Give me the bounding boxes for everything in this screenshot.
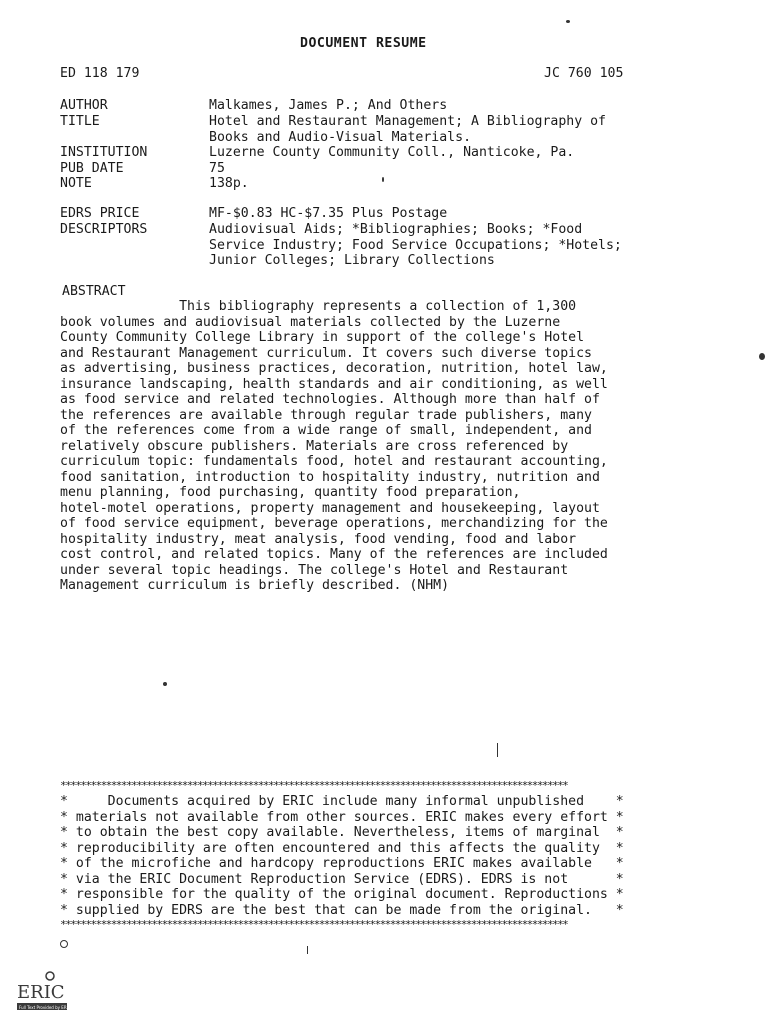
abstract-line: insurance landscaping, health standards and air conditioning, as well — [60, 376, 608, 392]
field-label-descriptors: DESCRIPTORS — [60, 222, 148, 237]
eric-logo — [14, 968, 70, 1014]
field-value-author: Malkames, James P.; And Others — [209, 98, 448, 113]
field-value-note: 138p. — [209, 176, 249, 191]
scan-speck — [759, 353, 765, 360]
field-label-institution: INSTITUTION — [60, 145, 148, 160]
scan-speck — [497, 743, 498, 757]
field-label-note: NOTE — [60, 176, 92, 191]
abstract-line: hospitality industry, meat analysis, food vending, food and labor — [60, 531, 577, 547]
field-value-title: Hotel and Restaurant Management; A Bibliography of Books and Audio-Visual Materials. — [209, 114, 606, 145]
abstract-label: ABSTRACT — [62, 284, 126, 299]
abstract-line: under several topic headings. The college's Hotel and Restaurant — [60, 562, 569, 578]
abstract-line: Management curriculum is briefly described. (NHM) — [60, 578, 450, 593]
eric-logo-mark — [14, 968, 70, 1014]
scan-speck — [566, 20, 570, 23]
eric-notice — [60, 794, 624, 918]
notice-line: * of the microfiche and hardcopy reproductions ERIC makes available * — [60, 856, 624, 871]
abstract-line: curriculum topic: fundamentals food, hotel and restaurant accounting, — [60, 454, 608, 469]
scan-speck — [307, 946, 308, 954]
eric-logo-tagline: Full Text Provided by ERIC — [19, 1005, 70, 1010]
jc-number: JC 760 105 — [544, 66, 624, 81]
abstract-line: as food service and related technologies. Although more than half of — [60, 392, 600, 407]
document-title: DOCUMENT RESUME — [300, 36, 427, 51]
notice-border-bottom: **************************************************************************************************** — [60, 919, 568, 931]
field-value-pub-date: 75 — [209, 161, 225, 176]
abstract-line: cost control, and related topics. Many of the references are included — [60, 547, 608, 562]
abstract-line: and Restaurant Management curriculum. It covers such diverse topics — [60, 345, 592, 361]
abstract-line: as advertising, business practices, decoration, nutrition, hotel law, — [60, 361, 608, 376]
field-label-pub-date: PUB DATE — [60, 161, 124, 176]
scan-speck — [163, 682, 167, 686]
notice-line: * reproducibility are often encountered and this affects the quality * — [60, 840, 624, 856]
notice-border-top: **************************************************************************************************** — [60, 780, 568, 792]
svg-text:ERIC: ERIC — [17, 982, 65, 1003]
field-label-title: TITLE — [60, 114, 100, 129]
notice-line: * responsible for the quality of the original document. Reproductions * — [60, 887, 624, 902]
field-value-edrs-price: MF-$0.83 HC-$7.35 Plus Postage — [209, 206, 448, 221]
abstract-line: relatively obscure publishers. Materials are cross referenced by — [60, 438, 569, 454]
abstract-line: of food service equipment, beverage operations, merchandizing for the — [60, 516, 608, 531]
abstract-line: book volumes and audiovisual materials collected by the Luzerne — [60, 314, 561, 330]
field-label-author: AUTHOR — [60, 98, 108, 113]
field-value-institution: Luzerne County Community Coll., Nanticoke, Pa. — [209, 145, 575, 160]
ed-number: ED 118 179 — [60, 66, 140, 81]
notice-line: * supplied by EDRS are the best that can be made from the original. * — [60, 902, 624, 918]
field-value-descriptors: Audiovisual Aids; *Bibliographies; Books; *Food Service Industry; Food Service Occupations; *Hotels; Junior Colleges; Library Collections — [209, 222, 622, 268]
abstract-line: the references are available through regular trade publishers, many — [60, 407, 592, 423]
abstract-line: of the references come from a wide range of small, independent, and — [60, 423, 592, 438]
scan-speck — [60, 940, 68, 948]
notice-line: * Documents acquired by ERIC include many informal unpublished * — [60, 794, 624, 809]
abstract-line: hotel-motel operations, property management and housekeeping, layout — [60, 500, 600, 516]
abstract-line: menu planning, food purchasing, quantity food preparation, — [60, 485, 521, 500]
field-label-edrs-price: EDRS PRICE — [60, 206, 140, 221]
notice-line: * to obtain the best copy available. Nevertheless, items of marginal * — [60, 825, 624, 840]
notice-line: * materials not available from other sources. ERIC makes every effort * — [60, 809, 624, 825]
abstract-line: food sanitation, introduction to hospitality industry, nutrition and — [60, 469, 600, 485]
notice-line: * via the ERIC Document Reproduction Service (EDRS). EDRS is not * — [60, 871, 624, 887]
scan-speck — [382, 177, 384, 182]
abstract-line: County Community College Library in support of the college's Hotel — [60, 330, 585, 345]
abstract-body — [60, 299, 608, 594]
abstract-line: This bibliography represents a collection of 1,300 — [60, 299, 577, 314]
